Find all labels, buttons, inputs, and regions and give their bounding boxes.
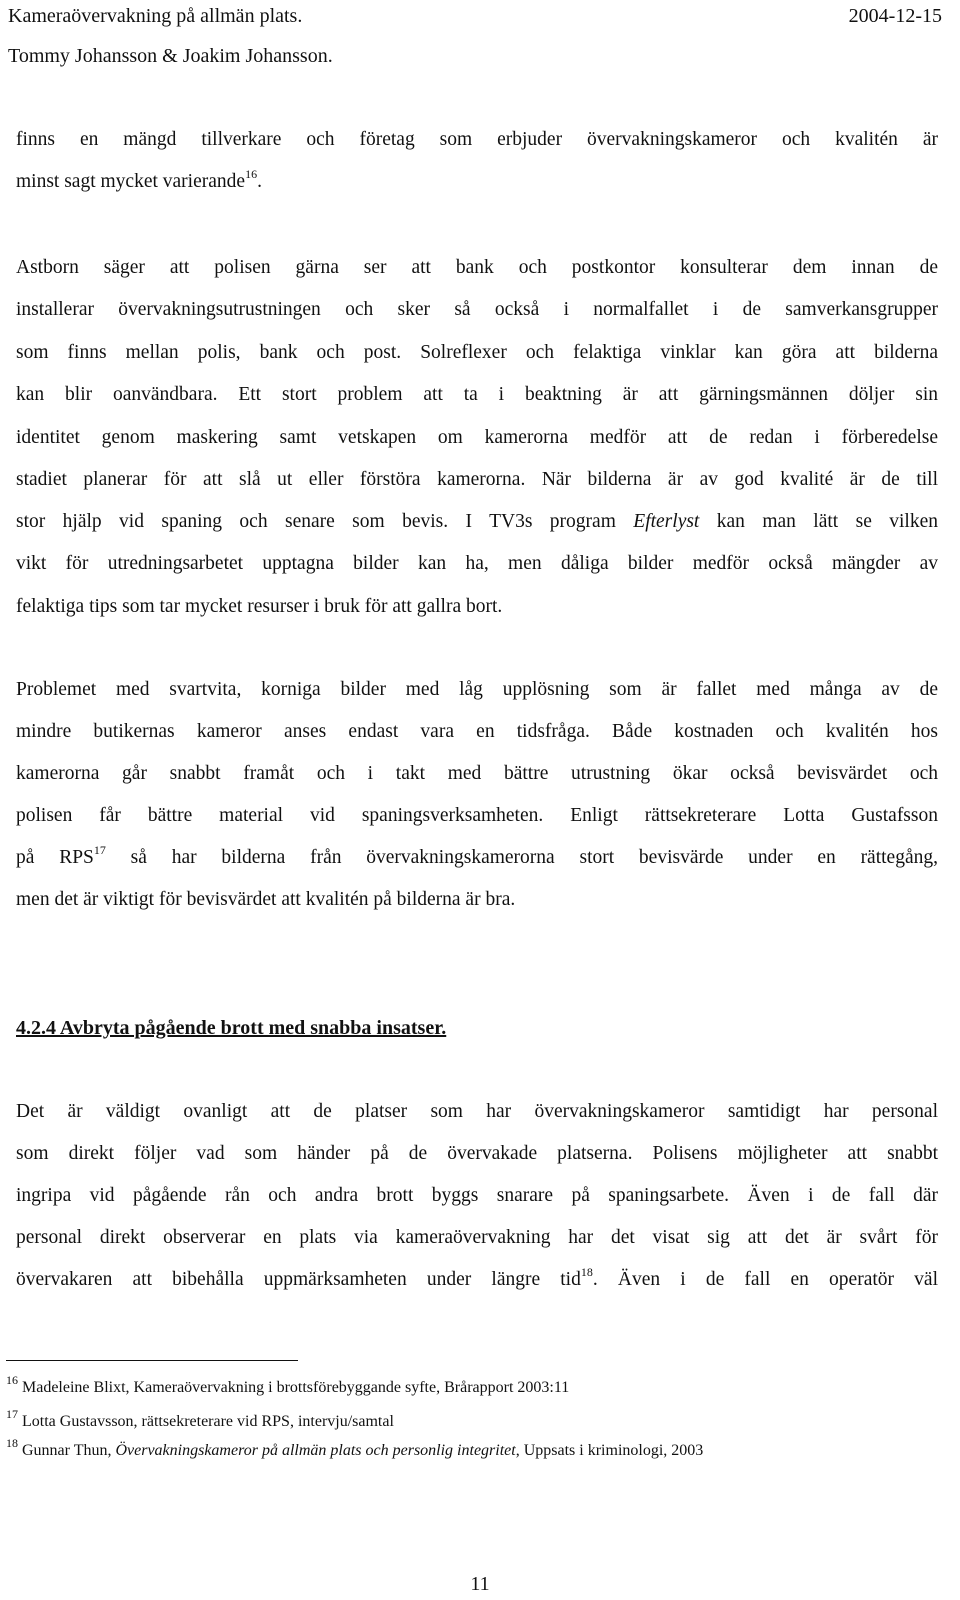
text-line: som direkt följer vad som händer på de övervakade platserna. Polisens möjligheter att snabbt [16,1143,938,1164]
text-line: mindre butikernas kameror anses endast vara en tidsfråga. Både kostnaden och kvalitén hos [16,721,938,742]
text-span: övervakaren att bibehålla uppmärksamheten under längre tid [16,1269,581,1290]
text-span: stor hjälp vid spaning och senare som bevis. I TV3s program [16,511,634,532]
text-span: minst sagt mycket varierande [16,171,246,192]
text-line: identitet genom maskering samt vetskapen om kamerorna medför att de redan i förberedelse [16,427,938,448]
text-line: personal direkt observerar en plats via kameraövervakning har det visat sig att det är svårt för [16,1227,938,1248]
text-line: kamerorna går snabbt framåt och i takt med bättre utrustning ökar också bevisvärdet och [16,763,938,784]
text-line [16,843,938,870]
text-line: stadiet planerar för att slå ut eller förstöra kamerorna. När bilderna är av god kvalité är de till [16,469,938,490]
text-line: Problemet med svartvita, korniga bilder med låg upplösning som är fallet med många av de [16,679,938,700]
page-number: 11 [470,1573,490,1595]
footnote-16 [6,1373,570,1398]
program-title: Efterlyst [633,511,700,532]
footnote-text: Madeleine Blixt, Kameraövervakning i brottsförebyggande syfte, Brårapport 2003:11 [18,1379,570,1396]
text-span: kan man lätt se vilken [699,511,938,532]
footnote-18 [6,1436,704,1461]
document-title: Kameraövervakning på allmän plats. [8,5,303,27]
text-line: Det är väldigt ovanligt att de platser som har övervakningskameror samtidigt har personal [16,1101,938,1122]
document-authors: Tommy Johansson & Joakim Johansson. [8,45,333,67]
footnote-number: 17 [6,1407,18,1421]
footnote-number: 18 [6,1436,18,1450]
text-span: på RPS [16,847,94,868]
footnote-text: Lotta Gustavsson, rättsekreterare vid RPS, intervju/samtal [18,1413,394,1430]
section-heading: 4.2.4 Avbryta pågående brott med snabba insatser. [16,1017,447,1039]
text-span: . [257,171,262,192]
footnote-number: 16 [6,1373,18,1387]
text-line [16,167,262,194]
footnote-text: Gunnar Thun, [18,1442,116,1459]
footnote-ref-16[interactable]: 16 [245,167,258,181]
text-line: vikt för utredningsarbetet upptagna bilder kan ha, men dåliga bilder medför också mängder av [16,553,938,574]
text-line: felaktiga tips som tar mycket resurser i bruk för att gallra bort. [16,596,503,617]
text-line [16,1265,938,1292]
text-span: så har bilderna från övervakningskamerorna stort bevisvärde under en rättegång, [105,847,938,868]
text-line: Astborn säger att polisen gärna ser att bank och postkontor konsulterar dem innan de [16,257,938,278]
text-line: kan blir oanvändbara. Ett stort problem att ta i beaktning är att gärningsmännen döljer sin [16,384,938,405]
text-line: polisen får bättre material vid spaningsverksamheten. Enligt rättsekreterare Lotta Gustafsson [16,805,938,826]
text-line: finns en mängd tillverkare och företag som erbjuder övervakningskameror och kvalitén är [16,129,938,150]
footnote-ref-17[interactable]: 17 [93,843,106,857]
footnote-text: , Uppsats i kriminologi, 2003 [515,1442,704,1459]
text-line: ingripa vid pågående rån och andra brott byggs snarare på spaningsarbete. Även i de fall där [16,1185,938,1206]
footnote-cited-title: Övervakningskameror på allmän plats och personlig integritet [115,1442,516,1459]
text-line: som finns mellan polis, bank och post. Solreflexer och felaktiga vinklar kan göra att bilderna [16,342,938,363]
footnote-17 [6,1407,394,1432]
text-span: . Även i de fall en operatör väl [592,1269,938,1290]
footnote-separator [6,1360,298,1361]
text-line: installerar övervakningsutrustningen och sker så också i normalfallet i de samverkansgrupper [16,299,938,320]
text-line: men det är viktigt för bevisvärdet att kvalitén på bilderna är bra. [16,889,516,910]
text-line [16,510,938,534]
footnote-ref-18[interactable]: 18 [580,1265,593,1279]
document-date: 2004-12-15 [848,5,942,27]
